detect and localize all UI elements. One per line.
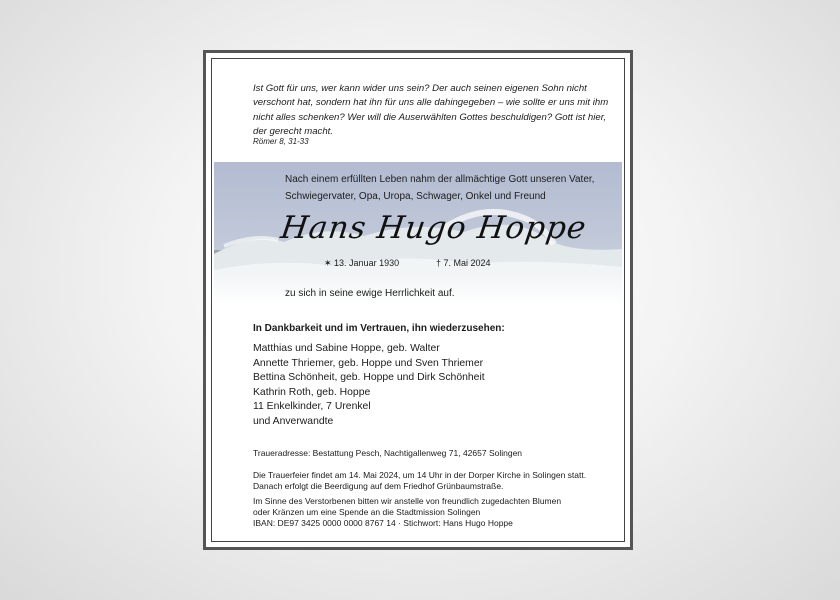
donation-info	[253, 496, 561, 529]
verse-reference: Römer 8, 31-33	[253, 137, 309, 146]
ceremony-info	[253, 470, 586, 492]
mourner-line: Kathrin Roth, geb. Hoppe	[253, 386, 371, 398]
mourner-line: Bettina Schönheit, geb. Hoppe und Dirk Schönheit	[253, 372, 485, 383]
address-line: Traueradresse: Bestattung Pesch, Nachtigallenweg 71, 42657 Solingen	[253, 448, 523, 458]
inner-frame	[211, 58, 625, 542]
outro-text: zu sich in seine ewige Herrlichkeit auf.	[285, 288, 455, 299]
bible-verse: Ist Gott für uns, wer kann wider uns sein? Der auch seinen eigenen Sohn nicht verschont hat, sondern hat ihn für uns alle dahingegeben – wie sollte er uns mit ihm nicht alles schenken? Wer will die Auserwählten Gottes beschuldigen? Gott ist hier, der gerecht macht.	[253, 83, 609, 138]
death-date: † 7. Mai 2024	[436, 258, 491, 268]
mourner-line: 11 Enkelkinder, 7 Urenkel	[253, 401, 371, 412]
intro-text: Nach einem erfüllten Leben nahm der allmächtige Gott unseren Vater, Schwiegervater, Opa, Uropa, Schwager, Onkel und Freund	[285, 174, 595, 202]
deceased-name: Hans Hugo Hoppe	[278, 210, 589, 246]
donation-line: oder Kränzen um eine Spende an die Stadtmission Solingen	[253, 507, 481, 517]
obituary-card	[203, 50, 633, 550]
ceremony-line: Die Trauerfeier findet am 14. Mai 2024, um 14 Uhr in der Dorper Kirche in Solingen statt.	[253, 470, 587, 480]
donation-line: Im Sinne des Verstorbenen bitten wir anstelle von freundlich zugedachten Blumen	[253, 496, 562, 506]
mourner-line: Annette Thriemer, geb. Hoppe und Sven Thriemer	[253, 357, 484, 369]
mourner-line: und Anverwandte	[253, 415, 334, 427]
thanks-heading: In Dankbarkeit und im Vertrauen, ihn wiederzusehen:	[253, 323, 505, 334]
mourner-line: Matthias und Sabine Hoppe, geb. Walter	[253, 343, 440, 354]
ceremony-line: Danach erfolgt die Beerdigung auf dem Friedhof Grünbaumstraße.	[253, 481, 504, 491]
donation-line: IBAN: DE97 3425 0000 0000 8767 14 · Stichwort: Hans Hugo Hoppe	[253, 518, 513, 528]
birth-date: ✶ 13. Januar 1930	[324, 258, 400, 268]
mourners-list	[253, 342, 485, 429]
sea-banner	[214, 162, 622, 306]
